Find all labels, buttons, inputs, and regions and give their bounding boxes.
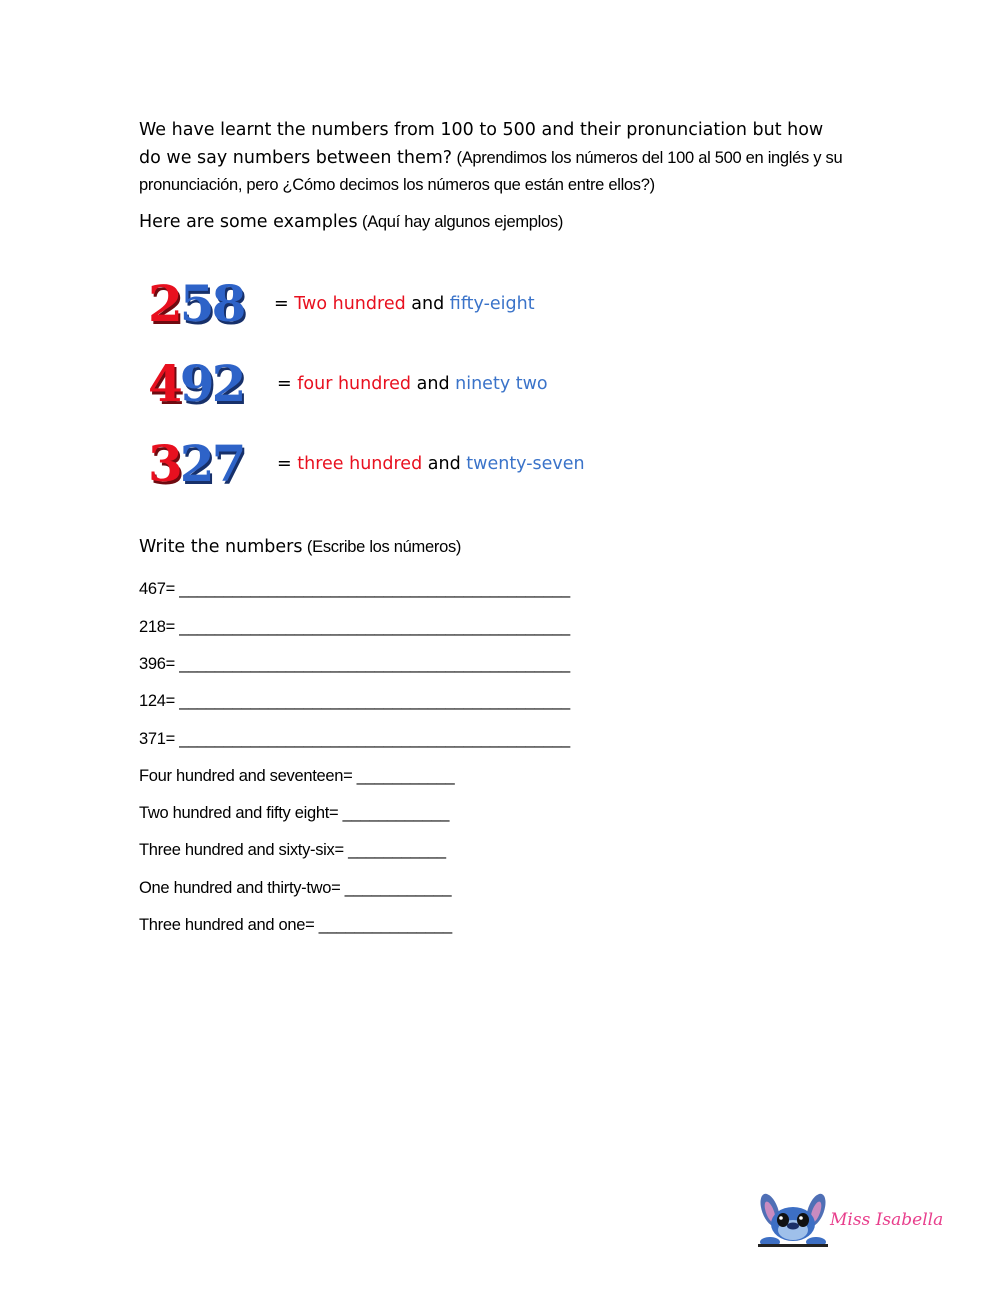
hundreds-words: Two hundred — [294, 294, 406, 314]
example-number-graphic — [148, 276, 243, 332]
equals-sign: = — [274, 294, 289, 314]
stitch-character-icon — [758, 1190, 828, 1248]
example-words — [277, 374, 548, 394]
exercise-row[interactable]: 218= ____________________________________________ — [139, 618, 570, 636]
exercise-row[interactable]: 396= ____________________________________________ — [139, 655, 570, 673]
miss-isabella-logo — [758, 1190, 948, 1248]
exercise-row[interactable]: Three hundred and sixty-six= ___________ — [139, 841, 446, 859]
rest-words: twenty-seven — [466, 454, 585, 474]
rest-digits: 58 — [179, 274, 244, 333]
exercise-row[interactable]: Two hundred and fifty eight= ____________ — [139, 804, 450, 822]
exercise-row[interactable]: 124= ____________________________________________ — [139, 692, 570, 710]
equals-sign: = — [277, 374, 292, 394]
intro-english-line1: We have learnt the numbers from 100 to 500 and their pronunciation but how — [139, 120, 824, 140]
examples-heading-spanish: (Aquí hay algunos ejemplos) — [362, 213, 564, 231]
write-heading-spanish: (Escribe los números) — [306, 538, 462, 556]
examples-heading-english: Here are some examples — [139, 212, 358, 232]
equals-sign: = — [277, 454, 292, 474]
exercise-row[interactable]: Four hundred and seventeen= ___________ — [139, 767, 455, 785]
intro-spanish-part2: pronunciación, pero ¿Cómo decimos los números que están entre ellos?) — [139, 176, 655, 194]
rest-words: fifty-eight — [449, 294, 535, 314]
hundreds-words: four hundred — [297, 374, 412, 394]
hundreds-digit: 2 — [148, 274, 180, 333]
example-words — [277, 454, 585, 474]
rest-digits: 27 — [179, 434, 244, 493]
logo-text: Miss Isabella — [830, 1210, 944, 1230]
intro-spanish-part1: (Aprendimos los números del 100 al 500 en inglés y su — [456, 149, 843, 167]
intro-english-line2: do we say numbers between them? — [139, 148, 453, 168]
write-numbers-heading — [139, 537, 461, 557]
exercise-row[interactable]: One hundred and thirty-two= ____________ — [139, 879, 452, 897]
and-word: and — [411, 294, 445, 314]
and-word: and — [427, 454, 461, 474]
hundreds-words: three hundred — [297, 454, 423, 474]
example-number-graphic — [148, 356, 243, 412]
hundreds-digit: 4 — [148, 354, 180, 413]
exercise-row[interactable]: 467= ____________________________________________ — [139, 580, 570, 598]
examples-heading — [139, 212, 563, 232]
write-heading-english: Write the numbers — [139, 537, 303, 557]
intro-paragraph — [139, 116, 879, 198]
exercise-row[interactable]: Three hundred and one= _______________ — [139, 916, 452, 934]
hundreds-digit: 3 — [148, 434, 180, 493]
example-number-graphic — [148, 436, 243, 492]
example-words — [274, 294, 535, 314]
rest-digits: 92 — [179, 354, 244, 413]
and-word: and — [416, 374, 450, 394]
exercise-row[interactable]: 371= ____________________________________________ — [139, 730, 570, 748]
rest-words: ninety two — [455, 374, 548, 394]
